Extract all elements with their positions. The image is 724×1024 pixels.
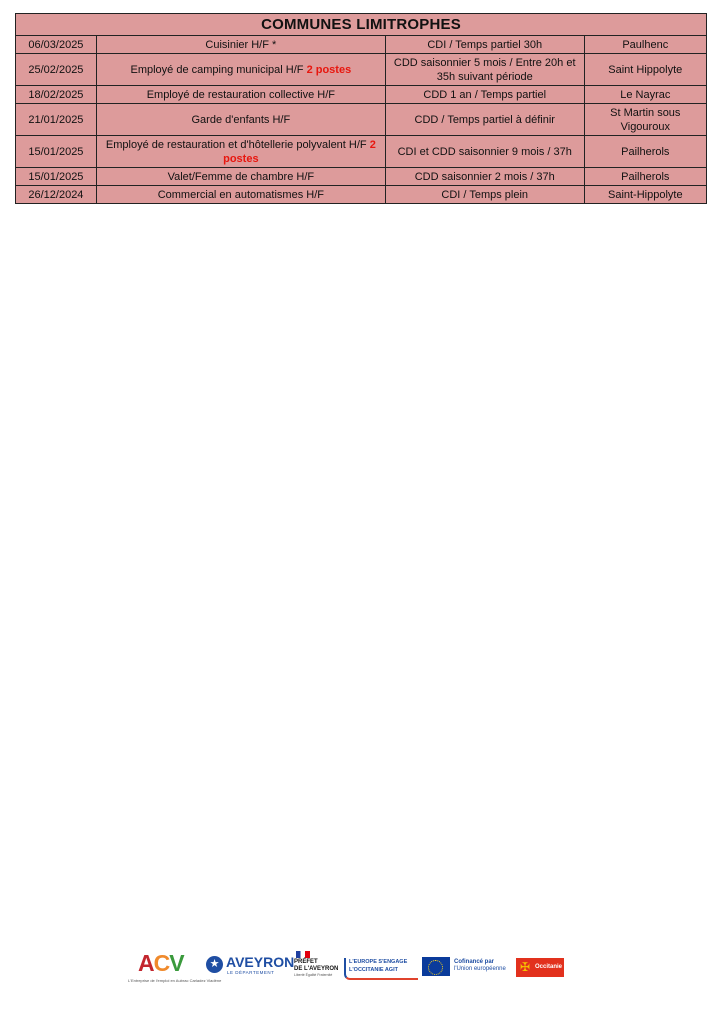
poste-cell <box>96 186 385 204</box>
date-cell: 15/01/2025 <box>16 168 97 186</box>
french-flag-icon <box>296 951 310 958</box>
poste-label: Employé de restauration et d'hôtellerie polyvalent H/F <box>105 138 370 151</box>
poste-count-badge: 2 postes <box>223 138 376 165</box>
occitan-cross-icon: ✠ <box>520 960 531 974</box>
table-row <box>16 104 707 136</box>
poste-label: Employé de camping municipal H/F <box>130 63 307 76</box>
poste-label: Cuisinier H/F * <box>205 38 277 51</box>
contrat-cell: CDD / Temps partiel à définir <box>385 104 584 136</box>
table-title: COMMUNES LIMITROPHES <box>16 14 707 36</box>
contrat-cell: CDI / Temps partiel 30h <box>385 36 584 54</box>
date-cell: 25/02/2025 <box>16 54 97 86</box>
date-cell: 21/01/2025 <box>16 104 97 136</box>
occitanie-logo: ✠ Occitanie <box>516 958 564 977</box>
contrat-cell: CDI et CDD saisonnier 9 mois / 37h <box>385 136 584 168</box>
poste-cell <box>96 168 385 186</box>
poste-cell <box>96 136 385 168</box>
contrat-cell: CDD 1 an / Temps partiel <box>385 86 584 104</box>
poste-label: Employé de restauration collective H/F <box>146 88 335 101</box>
lieu-cell: St Martin sous Vigouroux <box>584 104 706 136</box>
partner-logos <box>0 948 724 988</box>
poste-cell <box>96 54 385 86</box>
poste-label: Garde d'enfants H/F <box>191 113 291 126</box>
contrat-cell: CDI / Temps plein <box>385 186 584 204</box>
lieu-cell: Saint Hippolyte <box>584 54 706 86</box>
table-row <box>16 54 707 86</box>
lieu-cell: Pailherols <box>584 136 706 168</box>
table-row <box>16 168 707 186</box>
aveyron-logo: ★ AVEYRON LE DÉPARTEMENT <box>206 954 286 982</box>
eu-logo: Cofinancé par l'Union européenne <box>422 957 514 979</box>
eu-flag-icon <box>422 957 450 976</box>
poste-label: Valet/Femme de chambre H/F <box>167 170 315 183</box>
star-icon: ★ <box>206 956 223 973</box>
table-row <box>16 136 707 168</box>
lieu-cell: Saint-Hippolyte <box>584 186 706 204</box>
lieu-cell: Le Nayrac <box>584 86 706 104</box>
poste-cell <box>96 104 385 136</box>
contrat-cell: CDD saisonnier 5 mois / Entre 20h et 35h suivant période <box>385 54 584 86</box>
job-offers-table <box>15 13 707 204</box>
lieu-cell: Pailherols <box>584 168 706 186</box>
poste-label: Commercial en automatismes H/F <box>157 188 324 201</box>
date-cell: 26/12/2024 <box>16 186 97 204</box>
date-cell: 15/01/2025 <box>16 136 97 168</box>
date-cell: 18/02/2025 <box>16 86 97 104</box>
table-row <box>16 186 707 204</box>
contrat-cell: CDD saisonnier 2 mois / 37h <box>385 168 584 186</box>
poste-cell <box>96 86 385 104</box>
date-cell: 06/03/2025 <box>16 36 97 54</box>
table-row <box>16 36 707 54</box>
table-row <box>16 86 707 104</box>
poste-count-badge: 2 postes <box>306 63 352 76</box>
europe-occitanie-logo: L'EUROPE S'ENGAGE L'OCCITANIE AGIT <box>344 958 418 980</box>
prefet-logo: PRÉFET DE L'AVEYRON Liberté Égalité Fraternité <box>293 951 341 987</box>
poste-cell <box>96 36 385 54</box>
lieu-cell: Paulhenc <box>584 36 706 54</box>
acv-logo: ACV L'Entreprise de l'emploi en Aubrac Carladez Viadène <box>128 950 222 983</box>
